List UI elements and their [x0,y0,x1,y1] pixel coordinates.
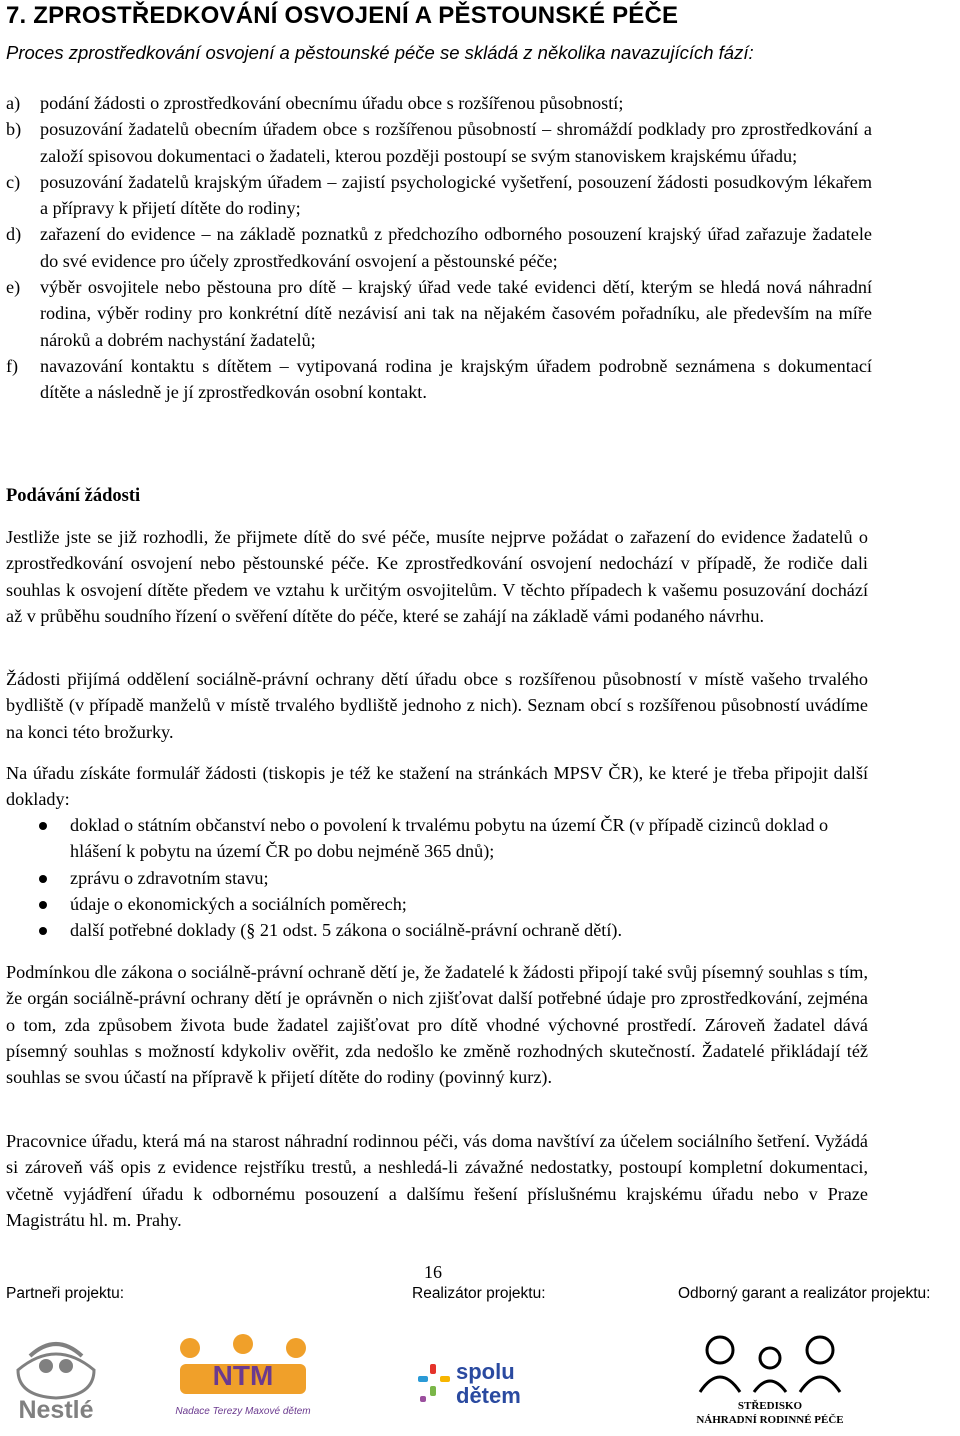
phase-list [6,90,872,406]
phase-text: navazování kontaktu s dítětem – vytipovaná rodina je krajským úřadem podrobně seznámena s dokumentací dítěte a následně je jí zprostředkován osobní kontakt. [40,355,872,403]
sparkle-icon [416,1362,452,1408]
document-text: další potřebné doklady (§ 21 odst. 5 zákona o sociálně-právní ochraně dětí). [70,920,623,941]
intro-text: Proces zprostředkování osvojení a pěstounské péče se skládá z několika navazujících fází: [6,42,754,63]
page-number: 16 [424,1262,442,1282]
phase-item [6,274,872,353]
snrp-logo [680,1328,860,1428]
spolu-line1: spolu [456,1359,515,1384]
implementer-label: Realizátor projektu: [412,1285,546,1302]
bullet-icon [39,927,47,935]
phase-marker: e) [6,277,21,298]
spolu-detem-logo [416,1360,566,1412]
phase-text: zařazení do evidence – na základě poznatků z předchozího odborného posouzení krajský úřad zařazuje žadatele do své evidence pro účely zprostředkování osvojení a pěstounské péče; [40,224,872,271]
document-item [6,812,872,865]
spolu-line2: dětem [456,1383,521,1408]
nestle-logo [10,1326,102,1426]
paragraph-form: Na úřadu získáte formulář žádosti (tiskopis je též ke stažení na stránkách MPSV ČR), ke které je třeba připojit další doklady: [6,763,868,810]
bullet-icon [39,875,47,883]
phase-item [6,90,872,116]
nestle-wordmark: Nestlé [18,1396,94,1424]
phase-item [6,169,872,222]
document-text: zprávu o zdravotním stavu; [70,867,269,888]
ntm-logo [168,1330,318,1426]
snrp-line2: NÁHRADNÍ RODINNÉ PÉČE [696,1414,844,1426]
ntm-wordmark: NTM [212,1360,274,1391]
paragraph-social-survey: Pracovnice úřadu, která má na starost náhradní rodinnou péči, vás doma navštíví za účelem sociálního šetření. Vyžádá si zároveň váš opis z evidence rejstříku trestů, a neshledá-li závažné nedostatky, postoupí kompletní dokumentaci, včetně vyjádření úřadu k odbornému posouzení a dalšímu řešení příslušnému krajskému úřadu nebo v Praze Magistrátu hl. m. Prahy. [6,1131,868,1230]
partners-label: Partneři projektu: [6,1285,125,1302]
paragraph-application: Jestliže jste se již rozhodli, že přijmete dítě do své péče, musíte nejprve požádat o zařazení do evidence žadatelů o zprostředkování osvojení nebo pěstounské péče. Ke zprostředkování osvojení nedochází v případě, že rodiče dali souhlas k osvojení dítěte předem ve vztahu k určitým osvojitelům. V těchto případech k vašemu posuzování dochází až v průběhu soudního řízení o svěření dítěte do péče, které se zahájí na základě vámi podaného návrhu. [6,527,868,626]
document-text: údaje o ekonomických a sociálních poměrech; [70,893,407,914]
bullet-icon [39,901,47,909]
guarantor-label: Odborný garant a realizátor projektu: [678,1285,931,1302]
phase-marker: c) [6,171,21,192]
section-heading: Podávání žádosti [6,486,141,506]
document-item [6,891,872,917]
phase-marker: a) [6,93,21,113]
chapter-title: 7. ZPROSTŘEDKOVÁNÍ OSVOJENÍ A PĚSTOUNSKÉ PÉČE [6,2,679,29]
family-drawing-icon [680,1328,860,1396]
phase-item [6,353,872,406]
documents-list [6,812,872,943]
phase-marker: b) [6,119,22,140]
bullet-icon [39,822,47,830]
phase-marker: d) [6,224,22,245]
phase-item [6,116,872,169]
document-item [6,917,872,943]
phase-text: posuzování žadatelů obecním úřadem obce s rozšířenou působností – shromáždí podklady pro zprostředkování a založí spisovou dokumentaci o žadateli, kterou později postoupí se svým stanoviskem krajskému úřadu; [40,119,872,166]
phase-text: výběr osvojitele nebo pěstouna pro dítě – krajský úřad vede také evidenci dětí, kterým se hledá nová náhradní rodina, výběr rodiny pro konkrétní dítě nezávisí ani tak na nějakém časovém pořadníku, ale především na míře nároků a dobrém nachystání žadatelů; [40,277,872,350]
paragraph-office: Žádosti přijímá oddělení sociálně-právní ochrany dětí úřadu obce s rozšířenou působností v místě vašeho trvalého bydliště (v případě manželů v místě trvalého bydliště jednoho z nich). Seznam obcí s rozšířenou působností uvádíme na konci této brožurky. [6,669,868,742]
phase-item [6,221,872,274]
phase-marker: f) [6,355,19,376]
phase-text: posuzování žadatelů krajským úřadem – zajistí psychologické vyšetření, posouzení žádosti posudkovým lékařem a přípravy k přijetí dítěte do rodiny; [40,171,872,219]
document-item [6,865,872,891]
phase-text: podání žádosti o zprostředkování obecnímu úřadu obce s rozšířenou působností; [40,93,624,113]
paragraph-consent: Podmínkou dle zákona o sociálně-právní ochraně dětí je, že žadatelé k žádosti připojí také svůj písemný souhlas s tím, že orgán sociálně-právní ochrany dětí je oprávněn o nich zjišťovat další potřebné údaje pro zprostředkování, zejména o tom, zda způsobem života bude žadatel zajišťovat pro dítě vhodné výchovné prostředí. Zároveň žadatel dává písemný souhlas s možností kdykoliv ověřit, zda nedošlo ke změně rozhodných skutečností. Žadatelé přikládají též souhlas se svou účastí na přípravě k přijetí dítěte do rodiny (povinný kurz). [6,962,868,1088]
ntm-caption: Nadace Terezy Maxové dětem [175,1406,311,1417]
document-text: doklad o státním občanství nebo o povolení k trvalému pobytu na území ČR (v případě cizinců doklad o hlášení k pobytu na území ČR po dobu nejméně 365 dnů); [70,815,829,862]
snrp-line1: STŘEDISKO [737,1400,803,1412]
